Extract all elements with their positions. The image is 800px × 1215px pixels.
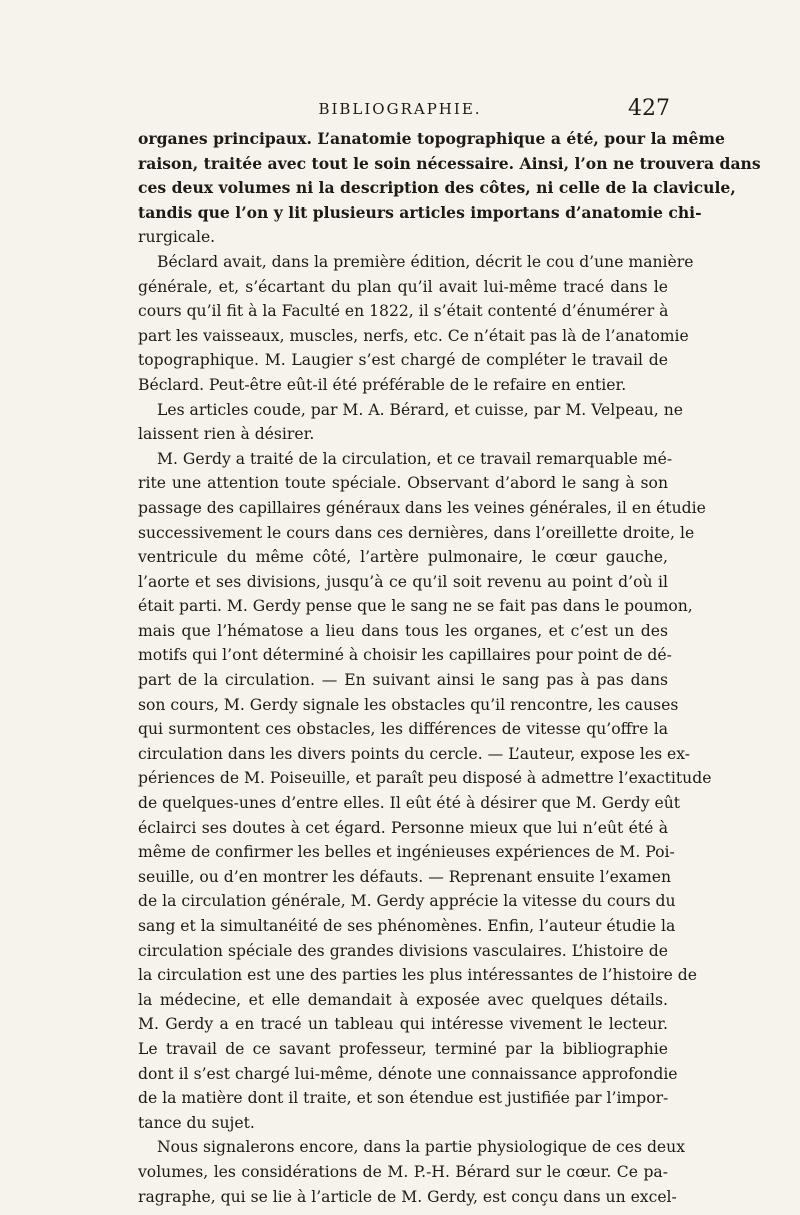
text-line: laissent rien à désirer.: [138, 425, 315, 444]
text-line: périences de M. Poiseuille, et paraît peu disposé à admettre l’exactitude: [138, 769, 712, 788]
text-line: raison, traitée avec tout le soin nécessaire. Ainsi, l’on ne trouvera dans: [138, 153, 761, 173]
text-line: tance du sujet.: [138, 1113, 255, 1132]
text-line: l’aorte et ses divisions, jusqu’à ce qu’il soit revenu au point d’où il: [138, 572, 668, 591]
text-line: M. Gerdy a en tracé un tableau qui intéresse vivement le lecteur.: [138, 1015, 668, 1034]
text-line: motifs qui l’ont déterminé à choisir les capillaires pour point de dé-: [138, 646, 672, 665]
text-line: successivement le cours dans ces dernières, dans l’oreillette droite, le: [138, 523, 695, 542]
text-line: Béclard avait, dans la première édition, décrit le cou d’une manière: [157, 252, 694, 271]
text-line: générale, et, s’écartant du plan qu’il avait lui-même tracé dans le: [138, 277, 668, 296]
text-line: était parti. M. Gerdy pense que le sang ne se fait pas dans le poumon,: [138, 597, 693, 616]
text-line: éclairci ses doutes à cet égard. Personne mieux que lui n’eût été à: [138, 818, 668, 837]
text-line: volumes, les considérations de M. P.-H. Bérard sur le cœur. Ce pa-: [138, 1162, 668, 1181]
text-line: ventricule du même côté, l’artère pulmonaire, le cœur gauche,: [138, 548, 668, 567]
text-line: part de la circulation. — En suivant ainsi le sang pas à pas dans: [138, 671, 668, 690]
text-line: mais que l’hématose a lieu dans tous les organes, et c’est un des: [138, 621, 668, 640]
text-line: topographique. M. Laugier s’est chargé de compléter le travail de: [138, 351, 668, 370]
text-line: rurgicale.: [138, 228, 216, 247]
body-text: [138, 127, 761, 1209]
text-line: la circulation est une des parties les plus intéressantes de l’histoire de: [138, 966, 697, 985]
text-line: son cours, M. Gerdy signale les obstacles qu’il rencontre, les causes: [138, 695, 679, 714]
text-line: même de confirmer les belles et ingénieuses expériences de M. Poi-: [138, 843, 675, 862]
text-line: passage des capillaires généraux dans les veines générales, il en étudie: [138, 498, 706, 517]
text-line: Nous signalerons encore, dans la partie physiologique de ces deux: [157, 1138, 685, 1157]
text-line: de la matière dont il traite, et son étendue est justifiée par l’impor-: [138, 1089, 669, 1108]
text-line: tandis que l’on y lit plusieurs articles importans d’anatomie chi-: [138, 202, 702, 222]
text-line: circulation spéciale des grandes divisions vasculaires. L’histoire de: [138, 941, 668, 960]
text-line: dont il s’est chargé lui-même, dénote une connaissance approfondie: [138, 1064, 678, 1083]
text-line: de la circulation générale, M. Gerdy apprécie la vitesse du cours du: [138, 892, 676, 911]
text-line: M. Gerdy a traité de la circulation, et ce travail remarquable mé-: [157, 449, 673, 468]
text-line: seuille, ou d’en montrer les défauts. — Reprenant ensuite l’examen: [138, 867, 672, 886]
text-line: sang et la simultanéité de ses phénomènes. Enfin, l’auteur étudie la: [138, 917, 676, 935]
page-number: 427: [628, 96, 670, 121]
text-line: part les vaisseaux, muscles, nerfs, etc. Ce n’était pas là de l’anatomie: [138, 326, 689, 345]
text-line: qui surmontent ces obstacles, les différences de vitesse qu’offre la: [138, 720, 668, 739]
text-line: Le travail de ce savant professeur, terminé par la bibliographie: [138, 1039, 668, 1058]
text-line: ragraphe, qui se lie à l’article de M. Gerdy, est conçu dans un excel-: [138, 1187, 677, 1206]
text-line: circulation dans les divers points du cercle. — L’auteur, expose les ex-: [138, 744, 691, 763]
text-line: ces deux volumes ni la description des côtes, ni celle de la clavicule,: [138, 178, 736, 198]
text-line: Les articles coude, par M. A. Bérard, et cuisse, par M. Velpeau, ne: [157, 400, 683, 419]
text-line: cours qu’il fit à la Faculté en 1822, il s’était contenté d’énumérer à: [138, 302, 669, 321]
text-line: organes principaux. L’anatomie topographique a été, pour la même: [138, 129, 725, 148]
text-line: de quelques-unes d’entre elles. Il eût été à désirer que M. Gerdy eût: [138, 794, 681, 813]
text-line: Béclard. Peut-être eût-il été préférable de le refaire en entier.: [138, 375, 627, 394]
running-title: BIBLIOGRAPHIE.: [318, 100, 482, 118]
running-head: [0, 96, 800, 124]
text-line: la médecine, et elle demandait à exposée avec quelques détails.: [138, 990, 668, 1009]
text-line: rite une attention toute spéciale. Observant d’abord le sang à son: [138, 474, 668, 493]
